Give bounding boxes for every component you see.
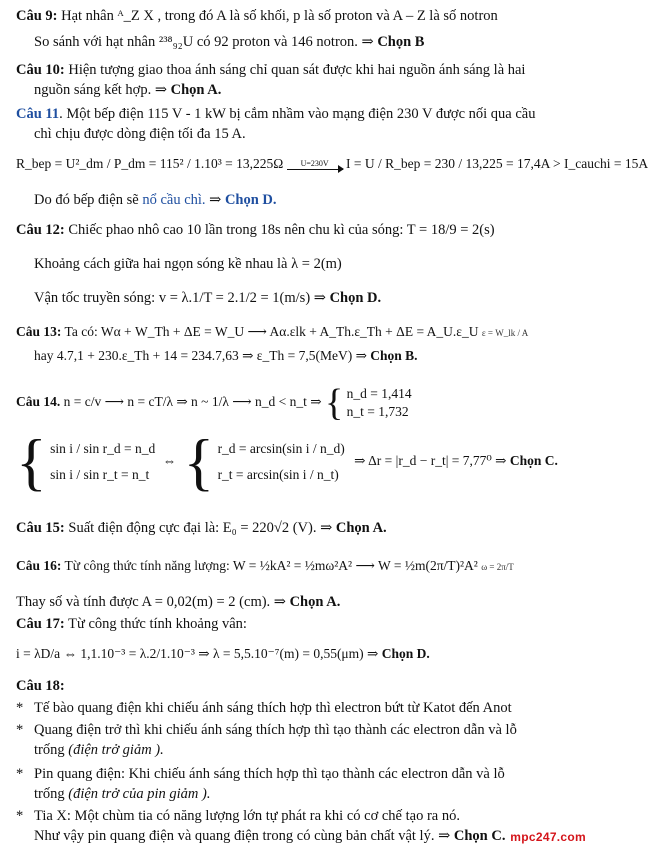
q16-line1 — [16, 556, 590, 577]
q12-line3-text: Vận tốc truyền sóng: v = λ.1/T = 2.1/2 = 1(m/s) ⇒ — [34, 290, 326, 306]
bullet-icon: * — [16, 722, 24, 738]
q11-conclusion-arrow: ⇒ — [209, 192, 222, 208]
q16-line2-text: Thay số và tính được A = 0,02(m) = 2 (cm). ⇒ — [16, 594, 286, 610]
q13-line1 — [16, 322, 590, 343]
q11-formula-right: I = U / R_bep = 230 / 13,225 = 17,4A > I_cauchi = 15A — [346, 156, 648, 171]
q15-text: Suất điện động cực đại là: E₀ = 220√2 (V). ⇒ — [68, 520, 333, 536]
q15-answer: Chọn A. — [335, 520, 387, 536]
q11-conclusion — [34, 190, 590, 210]
q9-line2 — [34, 32, 590, 52]
q14-sys-left-1: sin i / sin r_d = n_d — [50, 441, 156, 456]
q18-last — [34, 826, 590, 846]
q12-label: Câu 12: — [16, 222, 65, 238]
q10-line2 — [34, 80, 590, 100]
q11-arrow-label: U=230V — [300, 159, 329, 169]
q14-sys-right-1: r_d = arcsin(sin i / n_d) — [217, 441, 345, 456]
q11-conclusion-pre: Do đó bếp điện sẽ — [34, 192, 139, 208]
bullet-icon: * — [16, 700, 24, 716]
q18-answer: Chọn C. — [453, 828, 506, 844]
q11-line2 — [34, 124, 590, 144]
q16-answer: Chọn A. — [289, 594, 341, 610]
q18-b3-text: Pin quang điện: Khi chiếu ánh sáng thích hợp thì tạo thành các electron dẫn và lỗ — [34, 766, 505, 782]
q18-label-line — [16, 676, 590, 696]
q9-line1 — [16, 6, 590, 26]
q9-line2-text: So sánh với hạt nhân ²³⁸₉₂U có 92 proton và 146 notron. ⇒ — [34, 34, 374, 50]
q18-label: Câu 18: — [16, 678, 65, 694]
q17-answer: Chọn D. — [381, 646, 430, 661]
q18-b2i-text: (điện trở giảm ). — [68, 742, 164, 758]
q10-line2-text: nguồn sáng kết hợp. ⇒ — [34, 82, 167, 98]
q11-formula-left: R_bep = U²_dm / P_dm = 115² / 1.10³ = 13,225Ω — [16, 156, 284, 171]
q18-b2b-text: trống — [34, 742, 65, 758]
q16-arrow-label: ω = 2π/T — [481, 562, 514, 572]
q9-label: Câu 9: — [16, 8, 58, 24]
q13-text: Ta có: Wα + W_Th + ΔE = W_U ⟶ Aα.εlk + A_Th.ε_Th + ΔE = A_U.ε_U — [64, 324, 479, 339]
q17-line1 — [16, 614, 590, 634]
q10-text: Hiện tượng giao thoa ánh sáng chỉ quan sát được khi hai nguồn ánh sáng là hai — [68, 62, 526, 78]
q16-label: Câu 16: — [16, 558, 62, 573]
q14-nd: n_d = 1,414 — [346, 386, 412, 401]
q11-line2-text: chì chịu được dòng điện tối đa 15 A. — [34, 126, 246, 142]
q15-line — [16, 518, 590, 538]
q11-conclusion-blue: nổ cầu chì. — [142, 192, 206, 208]
q14-sys-right — [218, 436, 345, 488]
bullet-icon: * — [16, 808, 24, 824]
q17-text: Từ công thức tính khoảng vân: — [68, 616, 247, 632]
q11-arrow — [287, 159, 343, 170]
q18-b4-text: Tia X: Một chùm tia có năng lượng lớn tự phát ra khi có cơ chế tạo ra nó. — [34, 808, 460, 824]
q17-label: Câu 17: — [16, 616, 65, 632]
q13-label: Câu 13: — [16, 324, 62, 339]
q12-text: Chiếc phao nhô cao 10 lần trong 18s nên chu kì của sóng: — [68, 222, 404, 238]
q14-result: ⇒ Δr = |r_d − r_t| = 7,77⁰ ⇒ — [354, 453, 507, 469]
q10-label: Câu 10: — [16, 62, 65, 78]
q11-line1 — [16, 104, 590, 124]
q18-b2-text: Quang điện trở thì khi chiếu ánh sáng thích hợp thì tạo thành các electron dẫn và lỗ — [34, 722, 517, 738]
q13-answer: Chọn B. — [370, 348, 418, 363]
q11-text: . Một bếp điện 115 V - 1 kW bị cắm nhầm vào mạng điện 230 V được nối qua cầu — [59, 106, 536, 122]
q18-b3 — [34, 764, 590, 784]
q13-line2-text: hay 4.7,1 + 230.ε_Th + 14 = 234.7,63 ⇒ ε_Th = 7,5(MeV) ⇒ — [34, 348, 367, 363]
q12-line2 — [34, 254, 590, 274]
q11-label: Câu 11 — [16, 106, 60, 122]
q15-label: Câu 15: — [16, 520, 65, 536]
q18-b3-cont — [34, 784, 590, 804]
q13-line2 — [34, 346, 590, 366]
q13-arrow-label: ε = W_lk / A — [481, 328, 529, 338]
q17-formula-text: i = λD/a ⇔ 1,1.10⁻³ = λ.2/1.10⁻³ ⇒ λ = 5,5.10⁻⁷(m) = 0,55(μm) ⇒ — [16, 646, 379, 661]
q18-last-text: Như vậy pin quang điện và quang điện trong có cùng bản chất vật lý. ⇒ — [34, 828, 451, 844]
q14-nt: n_t = 1,732 — [346, 404, 409, 419]
q16-text: Từ công thức tính năng lượng: W = ½kA² = ½mω²A² ⟶ W = ½m(2π/T)²A² — [64, 558, 478, 573]
q14-sys-right-2: r_t = arcsin(sin i / n_t) — [217, 467, 339, 482]
q14-sys-left-2: sin i / sin r_t = n_t — [50, 467, 150, 482]
q14-answer: Chọn C. — [509, 453, 558, 469]
q18-b3b-text: trống — [34, 786, 65, 802]
q17-formula — [16, 644, 590, 664]
bullet-icon: * — [16, 766, 24, 782]
q11-formula — [16, 154, 648, 174]
q14-sys-left — [50, 436, 155, 488]
q14-values — [347, 385, 412, 421]
q14-label: Câu 14. — [16, 394, 61, 410]
q18-b3i-text: (điện trở của pin giảm ). — [68, 786, 211, 802]
q18-b2-cont — [34, 740, 590, 760]
q11-answer: Chọn D. — [224, 192, 277, 208]
q14-line1: Câu 14. n = c/v ⟶ n = cT/λ ⇒ n ~ 1/λ ⟶ n_d < n_t ⇒ { n_d = 1,414 n_t = 1,732 — [16, 382, 412, 424]
q12-line1 — [16, 220, 590, 240]
q12-period: T = 18/9 = 2(s) — [406, 222, 495, 238]
q9-answer: Chọn B — [377, 34, 425, 50]
q12-line2-text: Khoảng cách giữa hai ngọn sóng kề nhau là λ = 2(m) — [34, 256, 342, 272]
q10-answer: Chọn A. — [170, 82, 222, 98]
q12-line3 — [34, 288, 590, 308]
q16-line2 — [16, 592, 590, 612]
q18-b1-text: Tế bào quang điện khi chiếu ánh sáng thích hợp thì electron bứt từ Katot đến Anot — [34, 700, 512, 716]
watermark-logo: mpc247.com — [510, 830, 586, 844]
q12-answer: Chọn D. — [329, 290, 382, 306]
q18-b4 — [34, 806, 590, 826]
q10-line1 — [16, 60, 590, 80]
q14-text: n = c/v ⟶ n = cT/λ ⇒ n ~ 1/λ ⟶ n_d < n_t ⇒ — [63, 394, 322, 410]
q14-system: { sin i / sin r_d = n_d sin i / sin r_t = n_t ⇔ { r_d = arcsin(sin i / n_d) r_t = arcsin(sin i / n_t) ⇒ Δr = |r_d − r_t| = 7,77⁰ ⇒ Chọn C. — [16, 426, 558, 497]
q18-b2 — [34, 720, 590, 740]
q9-text: Hạt nhân ᴬ_Z X , trong đó A là số khối, p là số proton và A – Z là số notron — [61, 8, 498, 24]
q18-b1 — [34, 698, 590, 718]
